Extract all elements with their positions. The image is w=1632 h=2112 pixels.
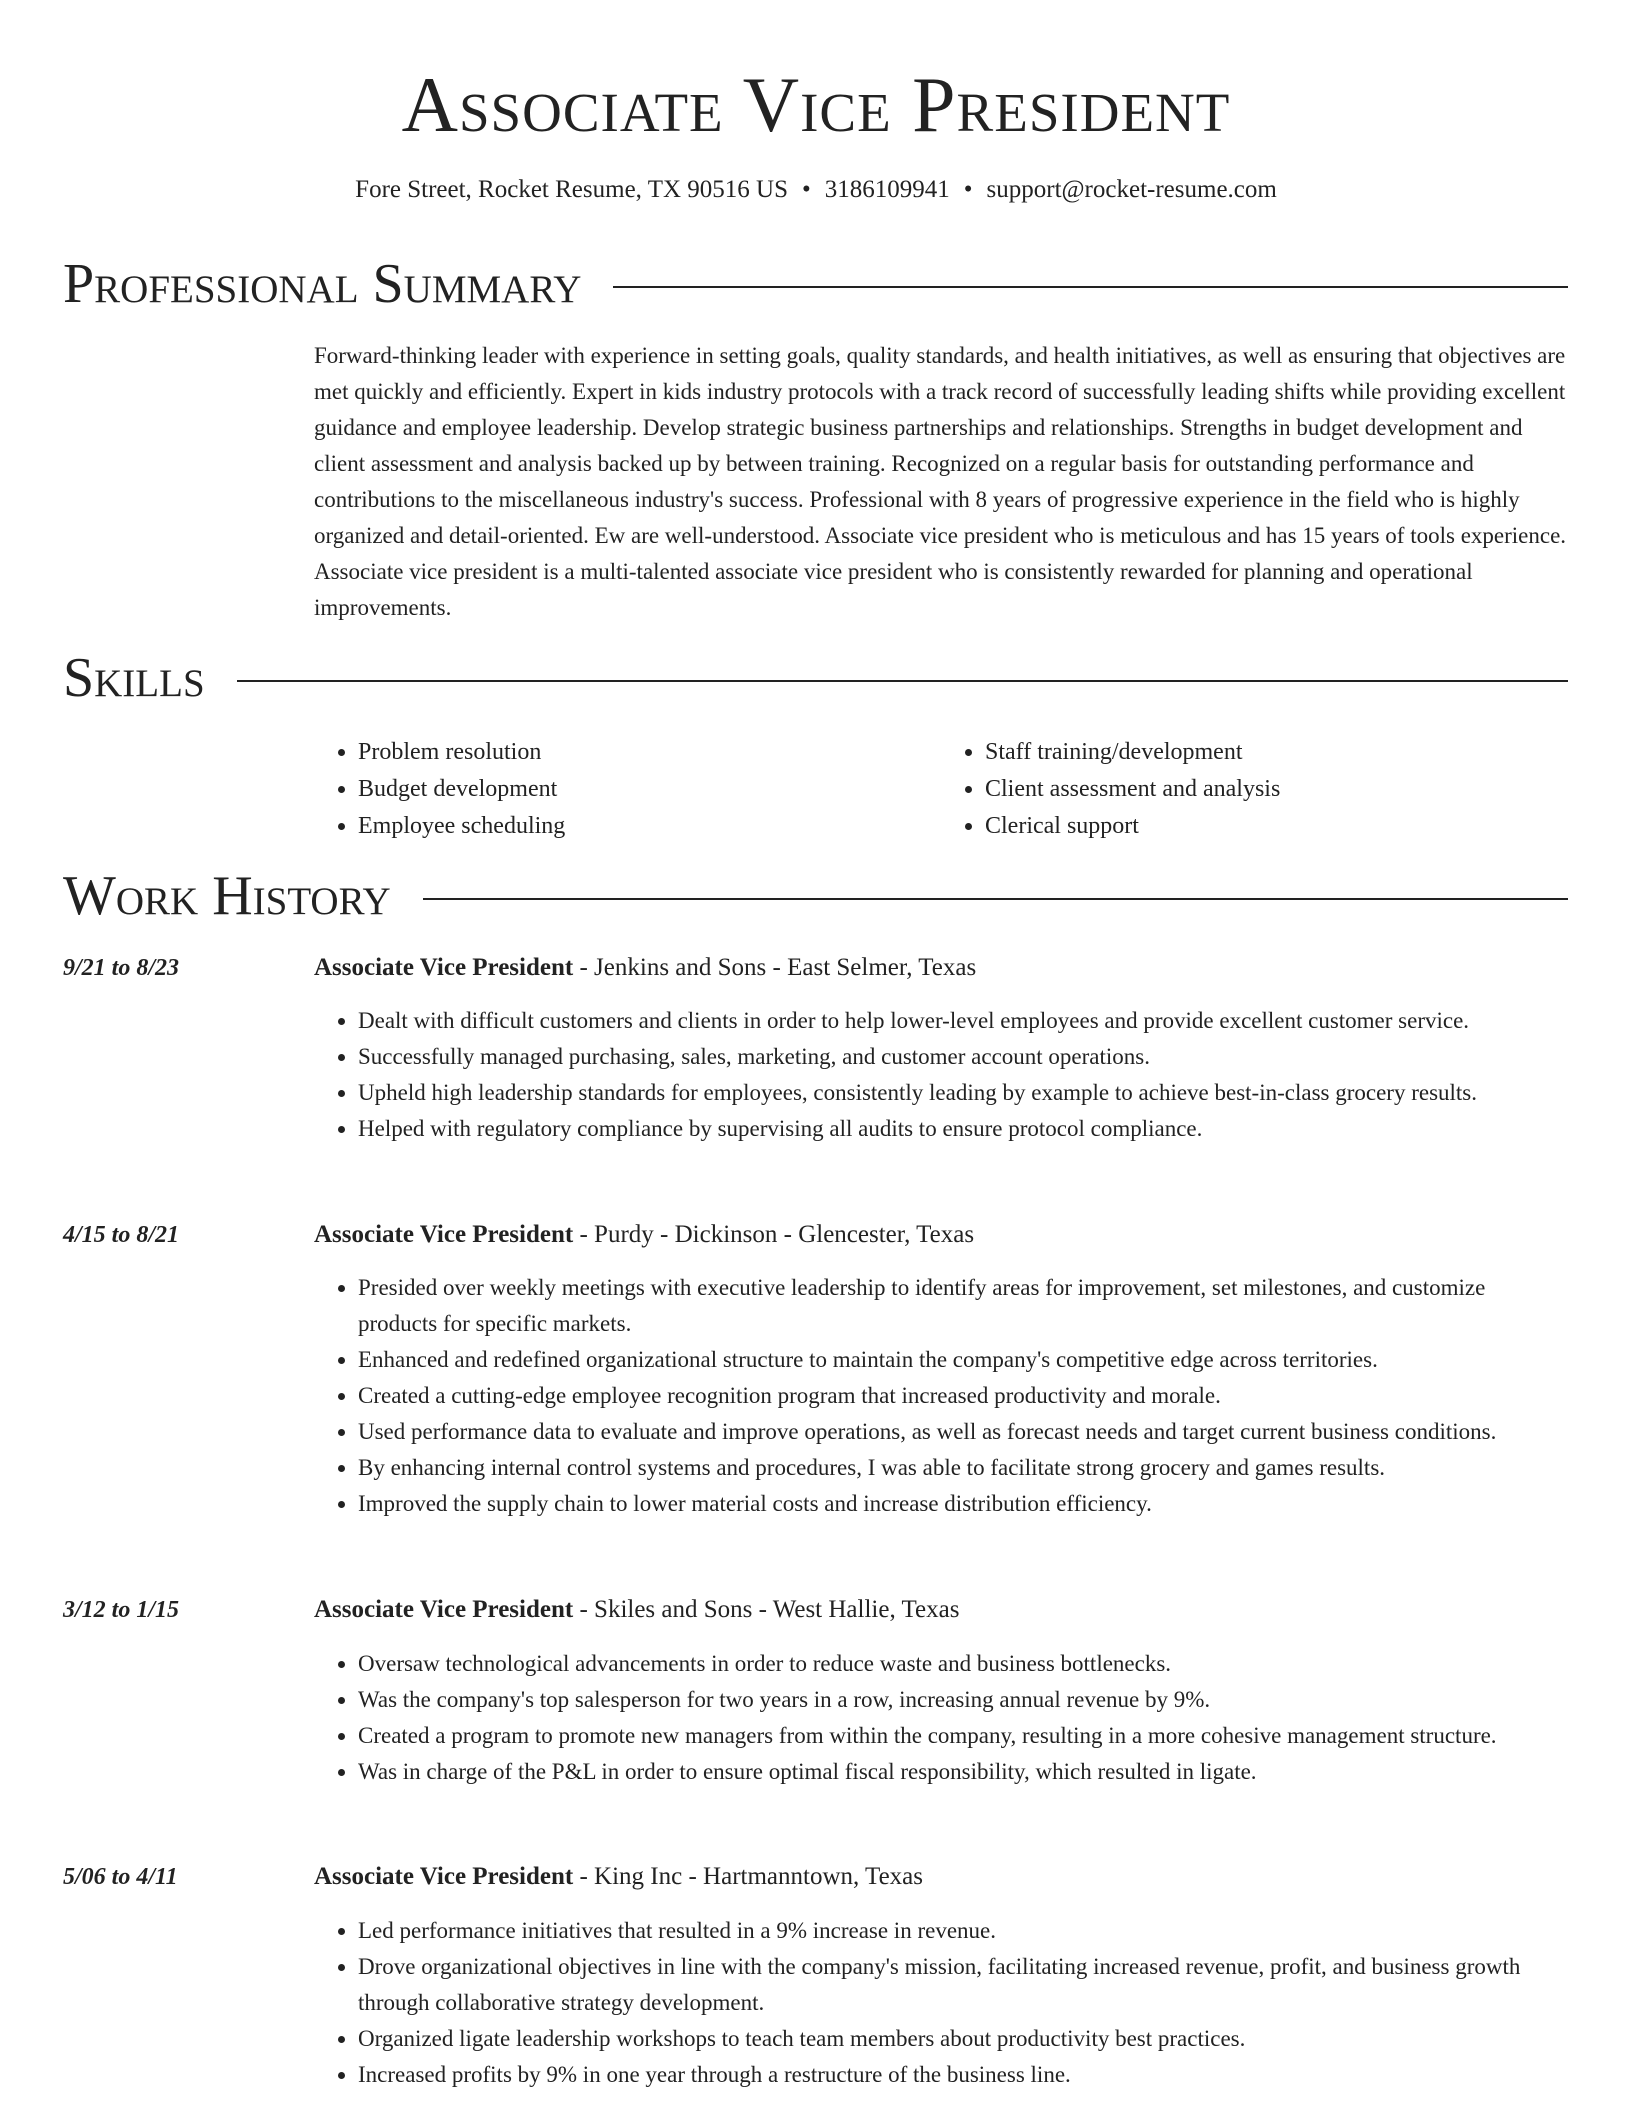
job-duty: • Drove organizational objectives in line with the company's mission, facilitating increased revenue, profit, and business growth through collaborative strategy development. [358,1949,1568,2021]
job-duty: • Successfully managed purchasing, sales, marketing, and customer account operations. [358,1039,1568,1075]
job-company-location: - Purdy - Dickinson - Glencester, Texas [573,1221,975,1248]
skill-item: • Client assessment and analysis [985,771,1568,808]
job-dates: 9/21 to 8/23 [63,955,180,981]
job-duty: • Dealt with difficult customers and clients in order to help lower-level employees and provide excellent customer service. [358,1003,1568,1039]
job-title: Associate Vice President [314,1863,574,1890]
skill-item: • Staff training/development [985,734,1568,771]
job-title: Associate Vice President [314,1596,574,1623]
job-company-location: - Jenkins and Sons - East Selmer, Texas [573,954,977,981]
skill-item: • Employee scheduling [358,808,941,845]
section-divider [613,286,1568,288]
skill-item: • Clerical support [985,808,1568,845]
job-duty: • Led performance initiatives that resulted in a 9% increase in revenue. [358,1913,1568,1949]
job-duty: • Oversaw technological advancements in order to reduce waste and business bottlenecks. [358,1646,1568,1682]
contact-phone: 3186109941 [824,176,950,203]
job-heading [314,1593,1568,1627]
job-company-location: - King Inc - Hartmanntown, Texas [573,1863,923,1890]
job-title: Associate Vice President [314,954,574,981]
job-heading [314,951,1568,985]
section-divider [423,898,1568,900]
job-duties-list [314,1913,1568,2093]
job-duty: • Created a cutting-edge employee recognition program that increased productivity and morale. [358,1378,1568,1414]
job-duty: • Improved the supply chain to lower material costs and increase distribution efficiency. [358,1486,1568,1522]
job-title: Associate Vice President [314,1221,574,1248]
skills-section-header [63,646,1568,710]
section-divider [237,680,1568,682]
skills-column-left [314,734,941,845]
job-duties-list [314,1646,1568,1790]
job-duty: • Organized ligate leadership workshops to teach team members about productivity best practices. [358,2021,1568,2057]
job-duty: • Was the company's top salesperson for two years in a row, increasing annual revenue by 9%. [358,1682,1568,1718]
job-duty: • Presided over weekly meetings with executive leadership to identify areas for improvement, set milestones, and customize products for specific markets. [358,1270,1568,1342]
contact-line [0,173,1632,207]
job-duties-list [314,1270,1568,1522]
job-heading [314,1860,1568,1894]
contact-email: support@rocket-resume.com [986,176,1277,203]
job-duty: • Helped with regulatory compliance by supervising all audits to ensure protocol compliance. [358,1111,1568,1147]
skills-section-title: Skills [63,647,205,709]
job-dates: 4/15 to 8/21 [63,1222,180,1248]
job-duty: • By enhancing internal control systems and procedures, I was able to facilitate strong grocery and games results. [358,1450,1568,1486]
job-duty: • Was in charge of the P&L in order to ensure optimal fiscal responsibility, which resulted in ligate. [358,1754,1568,1790]
summary-section-header [63,252,1568,316]
job-company-location: - Skiles and Sons - West Hallie, Texas [573,1596,960,1623]
contact-separator: • [802,176,811,203]
job-duty: • Created a program to promote new managers from within the company, resulting in a more cohesive management structure. [358,1718,1568,1754]
contact-address: Fore Street, Rocket Resume, TX 90516 US [355,176,788,203]
skill-item: • Problem resolution [358,734,941,771]
summary-text: Forward-thinking leader with experience in setting goals, quality standards, and health initiatives, as well as ensuring that objectives are met quickly and efficiently. Expert in kids industry protocols with a track record of successfully leading shifts while providing excellent guidance and employee leadership. Develop strategic business partnerships and relationships. Strengths in budget development and client assessment and analysis backed up by between training. Recognized on a regular basis for outstanding performance and contributions to the miscellaneous industry's success. Professional with 8 years of progressive experience in the field who is highly organized and detail-oriented. Ew are well-understood. Associate vice president who is meticulous and has 15 years of tools experience. Associate vice president is a multi-talented associate vice president who is consistently rewarded for planning and operational improvements. [314,343,1567,620]
job-dates: 3/12 to 1/15 [63,1597,180,1623]
job-duty: • Increased profits by 9% in one year through a restructure of the business line. [358,2057,1568,2093]
job-dates: 5/06 to 4/11 [63,1864,178,1890]
job-duty: • Used performance data to evaluate and improve operations, as well as forecast needs and target current business conditions. [358,1414,1568,1450]
skills-column-right [941,734,1568,845]
job-duty: • Enhanced and redefined organizational structure to maintain the company's competitive edge across territories. [358,1342,1568,1378]
work-history-section-header [63,864,1568,928]
job-heading [314,1218,1568,1252]
summary-section-title: Professional Summary [63,253,582,315]
job-duty: • Upheld high leadership standards for employees, consistently leading by example to achieve best-in-class grocery results. [358,1075,1568,1111]
contact-separator: • [963,176,973,203]
work-history-section-title: Work History [63,865,391,927]
job-duties-list [314,1003,1568,1147]
resume-name-heading: Associate Vice President [401,61,1231,148]
skills-list [314,734,1568,845]
skill-item: • Budget development [358,771,941,808]
